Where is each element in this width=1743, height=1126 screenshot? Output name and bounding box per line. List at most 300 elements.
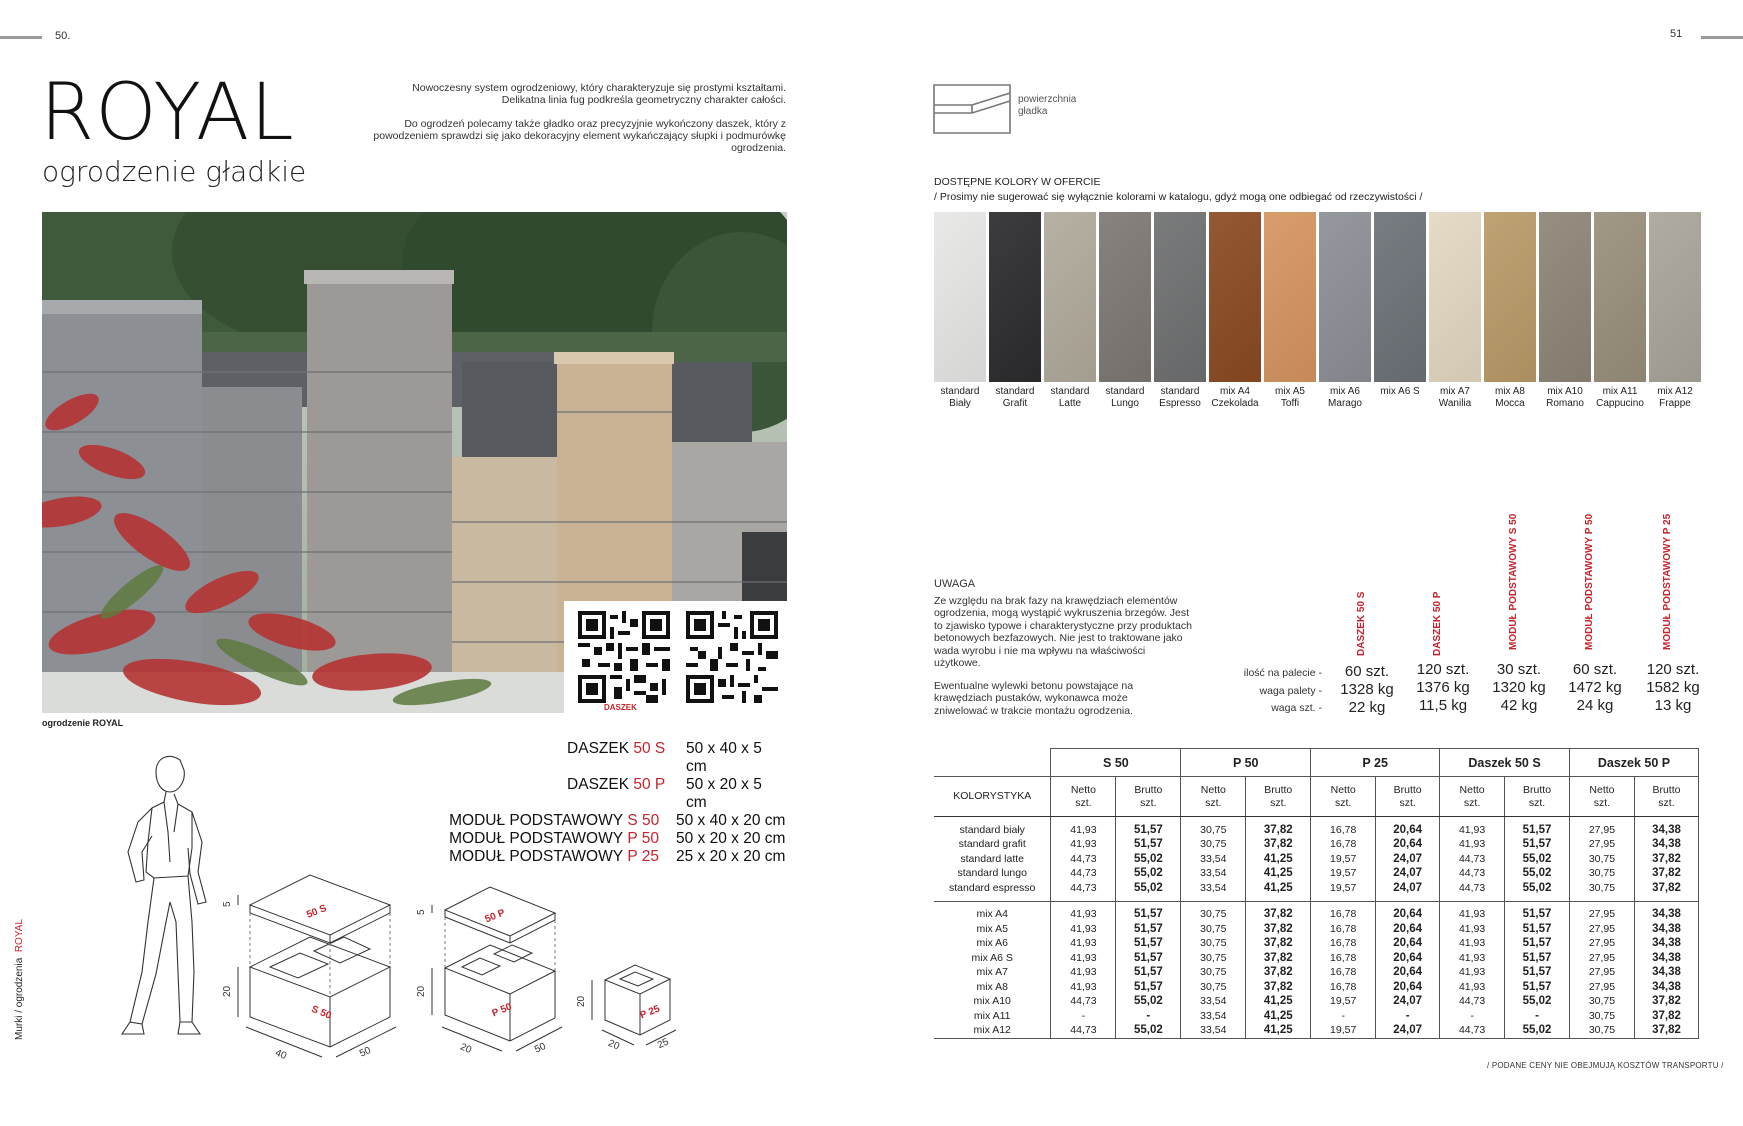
brutto-cell: 55,02 — [1116, 852, 1181, 867]
netto-cell: 44,73 — [1051, 866, 1116, 881]
qr-panel — [564, 601, 787, 713]
pallet-values: 60 szt. 1328 kg 22 kg — [1340, 663, 1394, 716]
table-sub-header — [934, 777, 1699, 817]
uwaga-paragraph: Ewentualne wylewki betonu powstające na krawędziach pustaków, wykonawca może zniwelować w trakcie montażu ogrodzenia. — [934, 679, 1134, 717]
netto-cell: 41,93 — [1440, 980, 1505, 995]
netto-cell: 33,54 — [1181, 1023, 1246, 1038]
color-label: Romano — [1546, 398, 1584, 409]
color-chip — [1539, 212, 1591, 382]
netto-cell: 30,75 — [1181, 837, 1246, 852]
netto-cell: 41,93 — [1440, 922, 1505, 937]
footer-note: / PODANE CENY NIE OBEJMUJĄ KOSZTÓW TRANSPORTU / — [1487, 1061, 1724, 1070]
color-label: mix A5 — [1274, 386, 1305, 397]
pallet-column-name: MODUŁ PODSTAWOWY P 50 — [1584, 513, 1595, 650]
brutto-cell: 34,38 — [1634, 936, 1698, 951]
color-label: mix A11 — [1602, 386, 1638, 397]
color-name-cell: standard latte — [960, 852, 1025, 865]
color-chip — [1099, 212, 1151, 382]
table-row — [934, 823, 1699, 838]
netto-cell: 30,75 — [1181, 965, 1246, 980]
color-label: Lungo — [1111, 398, 1139, 409]
color-swatch — [989, 212, 1041, 410]
spec-row: DASZEK 50 S 50 x 40 x 5 cm — [567, 740, 762, 775]
netto-cell: 41,93 — [1051, 837, 1116, 852]
netto-cell: 44,73 — [1440, 994, 1505, 1009]
netto-cell: 33,54 — [1181, 881, 1246, 896]
intro-paragraph: Do ogrodzeń polecamy także gładko oraz precyzyjnie wykończony daszek, który z powodzeniem sprawdzi się jako dekoracyjny element wykańczający słupki i podmurówkę ogrodzenia. — [373, 118, 786, 154]
netto-cell: 33,54 — [1181, 866, 1246, 881]
netto-cell: 27,95 — [1570, 965, 1635, 980]
brutto-cell: 37,82 — [1246, 823, 1311, 838]
drawing-label: 50 P — [483, 907, 507, 926]
color-swatch — [1484, 212, 1536, 410]
color-label: standard — [995, 386, 1035, 397]
color-label: Marago — [1328, 398, 1362, 409]
brutto-cell: - — [1116, 1009, 1181, 1024]
drawing-label: 50 S — [305, 902, 329, 921]
color-swatch — [1594, 212, 1646, 410]
table-row — [934, 866, 1699, 881]
netto-cell: 16,78 — [1311, 837, 1376, 852]
dim-label: 20 — [458, 1041, 473, 1056]
brutto-cell: 51,57 — [1505, 823, 1570, 838]
brutto-cell: 37,82 — [1246, 936, 1311, 951]
pallet-column-name: DASZEK 50 S — [1356, 591, 1367, 656]
netto-cell: 41,93 — [1440, 951, 1505, 966]
pallet-column-name: MODUŁ PODSTAWOWY P 25 — [1662, 513, 1673, 650]
qr-code-icon[interactable] — [578, 611, 670, 703]
brutto-cell: 55,02 — [1116, 866, 1181, 881]
netto-cell: 30,75 — [1570, 994, 1635, 1009]
color-name-cell: mix A10 — [973, 995, 1011, 1007]
color-label: standard — [1160, 386, 1200, 397]
spec-row: MODUŁ PODSTAWOWY P 25 25 x 20 x 20 cm — [449, 848, 786, 865]
brutto-cell: 24,07 — [1376, 881, 1440, 896]
netto-cell: 30,75 — [1181, 922, 1246, 937]
brutto-cell: 41,25 — [1246, 1009, 1311, 1024]
color-label: Latte — [1058, 398, 1082, 409]
brutto-cell: 37,82 — [1246, 980, 1311, 995]
brutto-cell: 37,82 — [1634, 881, 1698, 896]
pallet-values: 120 szt. 1376 kg 11,5 kg — [1416, 661, 1470, 714]
netto-cell: 19,57 — [1311, 881, 1376, 896]
color-name-cell: standard biały — [959, 823, 1025, 836]
netto-cell: 16,78 — [1311, 936, 1376, 951]
brutto-cell: 51,57 — [1505, 837, 1570, 852]
color-label: standard — [940, 386, 980, 397]
dim-label: 5 — [416, 909, 427, 915]
brutto-header: Brutto szt. — [1246, 777, 1311, 817]
colors-title: DOSTĘPNE KOLORY W OFERCIE — [934, 176, 1101, 188]
color-label: Biały — [949, 398, 971, 409]
netto-cell: 41,93 — [1440, 837, 1505, 852]
netto-cell: 41,93 — [1051, 823, 1116, 838]
dim-label: 5 — [222, 901, 233, 907]
dim-label: 50 — [357, 1044, 373, 1060]
pallet-values: 120 szt. 1582 kg 13 kg — [1646, 661, 1700, 714]
netto-cell: 16,78 — [1311, 922, 1376, 937]
intro-paragraph: Nowoczesny system ogrodzeniowy, który charakteryzuje się prostymi kształtami. Delikatna linia fug podkreśla geometryczny charakter całości. — [412, 82, 786, 106]
netto-cell: 44,73 — [1051, 994, 1116, 1009]
price-table — [934, 748, 1699, 1039]
uwaga-note — [934, 578, 1214, 717]
color-chip — [1319, 212, 1371, 382]
color-chip — [1429, 212, 1481, 382]
pallet-labels: ilość na palecie - waga palety - waga szt. - — [1243, 667, 1322, 714]
spec-list — [440, 740, 786, 866]
color-chip — [989, 212, 1041, 382]
row-header: KOLORYSTYKA — [934, 777, 1051, 817]
color-swatch — [1429, 212, 1481, 410]
color-swatch — [1044, 212, 1096, 410]
color-swatches — [934, 212, 1701, 410]
pallet-column-name: DASZEK 50 P — [1432, 591, 1443, 656]
pallet-column-name: MODUŁ PODSTAWOWY S 50 — [1508, 513, 1519, 650]
brutto-cell: 37,82 — [1634, 1023, 1698, 1038]
netto-cell: 44,73 — [1440, 1023, 1505, 1038]
netto-cell: 16,78 — [1311, 965, 1376, 980]
page-number-right: 51 — [1670, 28, 1683, 40]
brutto-cell: 51,57 — [1116, 965, 1181, 980]
color-label: standard — [1050, 386, 1090, 397]
brutto-cell: 37,82 — [1246, 951, 1311, 966]
surface-label: powierzchnia gładka — [1018, 94, 1077, 117]
color-label: Toffi — [1280, 398, 1300, 409]
brutto-cell: 51,57 — [1116, 837, 1181, 852]
netto-cell: 27,95 — [1570, 823, 1635, 838]
color-chip — [1594, 212, 1646, 382]
netto-cell: 27,95 — [1570, 936, 1635, 951]
color-label: mix A4 — [1219, 386, 1250, 397]
brutto-cell: 55,02 — [1505, 994, 1570, 1009]
netto-cell: 41,93 — [1440, 965, 1505, 980]
color-chip — [1264, 212, 1316, 382]
dim-label: 20 — [606, 1037, 621, 1053]
color-name-cell: standard espresso — [949, 881, 1036, 894]
brutto-cell: 51,57 — [1505, 922, 1570, 937]
brutto-cell: 37,82 — [1634, 852, 1698, 867]
photo-caption: ogrodzenie ROYAL — [42, 718, 124, 728]
dim-label: 40 — [273, 1047, 288, 1062]
drawing-label: P 50 — [490, 1001, 514, 1020]
top-rule-left — [0, 36, 42, 39]
page-number-left: 50. — [55, 30, 71, 42]
brutto-cell: 20,64 — [1376, 837, 1440, 852]
netto-cell: - — [1311, 1009, 1376, 1024]
spec-row: MODUŁ PODSTAWOWY P 50 50 x 20 x 20 cm — [449, 830, 786, 847]
netto-cell: 44,73 — [1051, 1023, 1116, 1038]
drawing-label: S 50 — [309, 1003, 333, 1022]
color-swatch — [1374, 212, 1426, 410]
netto-cell: - — [1051, 1009, 1116, 1024]
table-row — [934, 980, 1699, 995]
color-label: mix A8 — [1494, 386, 1525, 397]
table-row — [934, 994, 1699, 1009]
netto-cell: 30,75 — [1570, 852, 1635, 867]
brutto-cell: 51,57 — [1116, 922, 1181, 937]
color-name-cell: mix A12 — [934, 1023, 1051, 1038]
brutto-cell: 24,07 — [1376, 866, 1440, 881]
brutto-cell: 51,57 — [1116, 907, 1181, 922]
color-label: Espresso — [1159, 398, 1201, 409]
color-label: mix A6 — [1329, 386, 1360, 397]
table-row — [934, 907, 1699, 922]
brutto-cell: 34,38 — [1634, 823, 1698, 838]
netto-cell: 30,75 — [1181, 951, 1246, 966]
brutto-cell: 24,07 — [1376, 1023, 1440, 1038]
brutto-cell: 20,64 — [1376, 951, 1440, 966]
intro-text — [366, 82, 786, 166]
netto-cell: 33,54 — [1181, 994, 1246, 1009]
brutto-cell: 24,07 — [1376, 852, 1440, 867]
color-label: mix A12 — [1657, 386, 1693, 397]
page-title: ROYAL — [40, 68, 295, 158]
color-name-cell: standard lungo — [957, 867, 1027, 879]
table-row — [934, 852, 1699, 867]
color-name-cell: mix A11 — [973, 1009, 1011, 1022]
color-swatch — [934, 212, 986, 410]
color-chip — [1044, 212, 1096, 382]
drawing-label: P 25 — [638, 1003, 662, 1022]
qr-code-icon[interactable] — [686, 611, 778, 703]
netto-cell: 30,75 — [1181, 980, 1246, 995]
brutto-cell: 37,82 — [1246, 965, 1311, 980]
side-section-label: Murki / ogrodzenia ROYAL — [14, 919, 25, 1040]
netto-cell: 27,95 — [1570, 837, 1635, 852]
netto-cell: 33,54 — [1181, 852, 1246, 867]
brutto-cell: 24,07 — [1376, 994, 1440, 1009]
netto-cell: 30,75 — [1181, 907, 1246, 922]
brutto-cell: 34,38 — [1634, 951, 1698, 966]
uwaga-title: UWAGA — [934, 578, 976, 590]
brutto-cell: 51,57 — [1505, 936, 1570, 951]
netto-cell: 41,93 — [1440, 936, 1505, 951]
color-name-cell: mix A4 — [976, 908, 1008, 920]
netto-cell: 41,93 — [1051, 980, 1116, 995]
table-group-header: S 50 P 50 P 25 Daszek 50 S Daszek 50 P — [934, 749, 1699, 777]
netto-cell: 19,57 — [1311, 852, 1376, 867]
netto-cell: 27,95 — [1570, 951, 1635, 966]
netto-cell: 16,78 — [1311, 907, 1376, 922]
color-swatch — [1264, 212, 1316, 410]
netto-cell: 16,78 — [1311, 980, 1376, 995]
netto-cell: 41,93 — [1051, 907, 1116, 922]
brutto-cell: - — [1376, 1009, 1440, 1024]
color-chip — [934, 212, 986, 382]
color-chip — [1209, 212, 1261, 382]
netto-cell: 41,93 — [1051, 965, 1116, 980]
top-rule-right — [1701, 36, 1743, 39]
dim-label: 20 — [222, 985, 233, 997]
netto-header: Netto szt. — [1311, 777, 1376, 817]
spec-row: MODUŁ PODSTAWOWY S 50 50 x 40 x 20 cm — [449, 812, 786, 829]
color-name-cell: mix A7 — [976, 966, 1008, 978]
brutto-cell: 51,57 — [1116, 936, 1181, 951]
pallet-values: 60 szt. 1472 kg 24 kg — [1568, 661, 1622, 714]
dim-label: 20 — [576, 995, 587, 1007]
brutto-cell: 34,38 — [1634, 965, 1698, 980]
brutto-cell: 34,38 — [1634, 907, 1698, 922]
netto-header: Netto szt. — [1570, 777, 1635, 817]
netto-cell: 16,78 — [1311, 951, 1376, 966]
dimension-drawings — [210, 855, 790, 1075]
color-label: mix A10 — [1547, 386, 1583, 397]
netto-cell: 44,73 — [1440, 852, 1505, 867]
uwaga-paragraph: Ze względu na brak fazy na krawędziach elementów ogrodzenia, mogą wystąpić wykruszenia brzegów. Jest to zjawisko typowe i charakterystyczne przy produktach betonowych bezfazowych. Nie jest to traktowane jako wada wyrobu i nie ma wpływu na właściwości użytkowe. — [934, 594, 1192, 669]
fence-photo — [42, 212, 787, 713]
table-row — [934, 965, 1699, 980]
netto-cell: 41,93 — [1051, 936, 1116, 951]
netto-cell: 30,75 — [1570, 1009, 1635, 1024]
table-row — [934, 922, 1699, 937]
netto-cell: 33,54 — [1181, 1009, 1246, 1024]
netto-header: Netto szt. — [1440, 777, 1505, 817]
netto-cell: 41,93 — [1440, 823, 1505, 838]
color-label: Wanilia — [1438, 398, 1472, 409]
brutto-cell: 20,64 — [1376, 823, 1440, 838]
brutto-header: Brutto szt. — [1634, 777, 1698, 817]
color-chip — [1649, 212, 1701, 382]
netto-header: Netto szt. — [1181, 777, 1246, 817]
netto-cell: 27,95 — [1570, 980, 1635, 995]
color-chip — [1154, 212, 1206, 382]
table-row — [934, 837, 1699, 852]
dim-label: 20 — [416, 985, 427, 997]
surface-sample-icon — [932, 83, 1012, 137]
brutto-cell: 20,64 — [1376, 936, 1440, 951]
brutto-cell: 37,82 — [1634, 1009, 1698, 1024]
brutto-cell: 55,02 — [1505, 852, 1570, 867]
brutto-cell: 20,64 — [1376, 922, 1440, 937]
dim-label: 25 — [655, 1036, 671, 1052]
price-table-wrapper — [934, 748, 1699, 1039]
brutto-cell: 41,25 — [1246, 866, 1311, 881]
brutto-cell: 41,25 — [1246, 1023, 1311, 1038]
netto-cell: 16,78 — [1311, 823, 1376, 838]
brutto-cell: 20,64 — [1376, 980, 1440, 995]
netto-cell: 30,75 — [1181, 936, 1246, 951]
netto-cell: - — [1440, 1009, 1505, 1024]
page-subtitle: ogrodzenie gładkie — [42, 155, 307, 188]
table-row — [934, 951, 1699, 966]
brutto-cell: 37,82 — [1246, 922, 1311, 937]
color-name-cell: mix A6 — [976, 937, 1008, 949]
netto-cell: 41,93 — [1051, 951, 1116, 966]
brutto-cell: 51,57 — [1116, 980, 1181, 995]
price-table-body — [934, 817, 1699, 1039]
brutto-cell: 51,57 — [1116, 951, 1181, 966]
brutto-cell: 34,38 — [1634, 922, 1698, 937]
color-swatch — [1099, 212, 1151, 410]
qr-label: DASZEK — [604, 703, 637, 712]
netto-cell: 44,73 — [1440, 866, 1505, 881]
brutto-cell: 37,82 — [1246, 837, 1311, 852]
color-label: mix A6 S — [1380, 386, 1420, 397]
brutto-cell: 55,02 — [1116, 1023, 1181, 1038]
brutto-cell: 51,57 — [1505, 907, 1570, 922]
table-row — [934, 936, 1699, 951]
color-swatch — [1319, 212, 1371, 410]
color-chip — [1374, 212, 1426, 382]
netto-header: Netto szt. — [1051, 777, 1116, 817]
brutto-cell: 51,57 — [1116, 823, 1181, 838]
dim-label: 50 — [532, 1040, 548, 1056]
spec-row: DASZEK 50 P 50 x 20 x 5 cm — [567, 776, 762, 811]
netto-cell: 41,93 — [1440, 907, 1505, 922]
pallet-values: 30 szt. 1320 kg 42 kg — [1492, 661, 1546, 714]
color-name-cell: standard grafit — [958, 838, 1026, 850]
brutto-cell: 20,64 — [1376, 907, 1440, 922]
color-swatch — [1649, 212, 1701, 410]
brutto-cell: 51,57 — [1505, 951, 1570, 966]
netto-cell: 19,57 — [1311, 994, 1376, 1009]
brutto-cell: 34,38 — [1634, 980, 1698, 995]
color-name-cell: mix A8 — [976, 980, 1008, 993]
brutto-cell: 41,25 — [1246, 994, 1311, 1009]
table-row — [934, 1023, 1699, 1038]
brutto-cell: - — [1505, 1009, 1570, 1024]
netto-cell: 44,73 — [1051, 881, 1116, 896]
brutto-cell: 55,02 — [1116, 881, 1181, 896]
netto-cell: 19,57 — [1311, 866, 1376, 881]
brutto-cell: 55,02 — [1505, 866, 1570, 881]
netto-cell: 30,75 — [1570, 1023, 1635, 1038]
table-row — [934, 881, 1699, 896]
brutto-cell: 37,82 — [1634, 994, 1698, 1009]
color-swatch — [1154, 212, 1206, 410]
brutto-cell: 41,25 — [1246, 852, 1311, 867]
brutto-cell: 34,38 — [1634, 837, 1698, 852]
brutto-header: Brutto szt. — [1505, 777, 1570, 817]
color-label: Grafit — [1002, 398, 1028, 409]
color-swatch — [1539, 212, 1591, 410]
colors-note: / Prosimy nie sugerować się wyłącznie kolorami w katalogu, gdyż mogą one odbiegać od rzeczywistości / — [934, 191, 1423, 203]
color-label: standard — [1105, 386, 1145, 397]
brutto-cell: 51,57 — [1505, 965, 1570, 980]
brutto-cell: 51,57 — [1505, 980, 1570, 995]
brutto-cell: 55,02 — [1505, 1023, 1570, 1038]
netto-cell: 27,95 — [1570, 922, 1635, 937]
netto-cell: 30,75 — [1570, 866, 1635, 881]
brutto-header: Brutto szt. — [1376, 777, 1440, 817]
netto-cell: 27,95 — [1570, 907, 1635, 922]
color-label: mix A7 — [1439, 386, 1470, 397]
netto-cell: 44,73 — [1440, 881, 1505, 896]
brutto-header: Brutto szt. — [1116, 777, 1181, 817]
color-name-cell: mix A6 S — [971, 951, 1013, 964]
color-label: Frappe — [1659, 398, 1691, 409]
color-name-cell: mix A5 — [976, 922, 1008, 935]
brutto-cell: 55,02 — [1505, 881, 1570, 896]
netto-cell: 41,93 — [1051, 922, 1116, 937]
color-swatch — [1209, 212, 1261, 410]
brutto-cell: 20,64 — [1376, 965, 1440, 980]
brutto-cell: 37,82 — [1634, 866, 1698, 881]
brutto-cell: 55,02 — [1116, 994, 1181, 1009]
netto-cell: 44,73 — [1051, 852, 1116, 867]
netto-cell: 30,75 — [1181, 823, 1246, 838]
netto-cell: 30,75 — [1570, 881, 1635, 896]
color-label: Mocca — [1495, 398, 1525, 409]
color-label: Cappucino — [1596, 398, 1644, 409]
netto-cell: 19,57 — [1311, 1023, 1376, 1038]
brutto-cell: 41,25 — [1246, 881, 1311, 896]
person-scale-figure — [108, 752, 218, 1042]
brutto-cell: 37,82 — [1246, 907, 1311, 922]
color-label: Czekolada — [1211, 398, 1259, 409]
table-row — [934, 1009, 1699, 1024]
color-chip — [1484, 212, 1536, 382]
